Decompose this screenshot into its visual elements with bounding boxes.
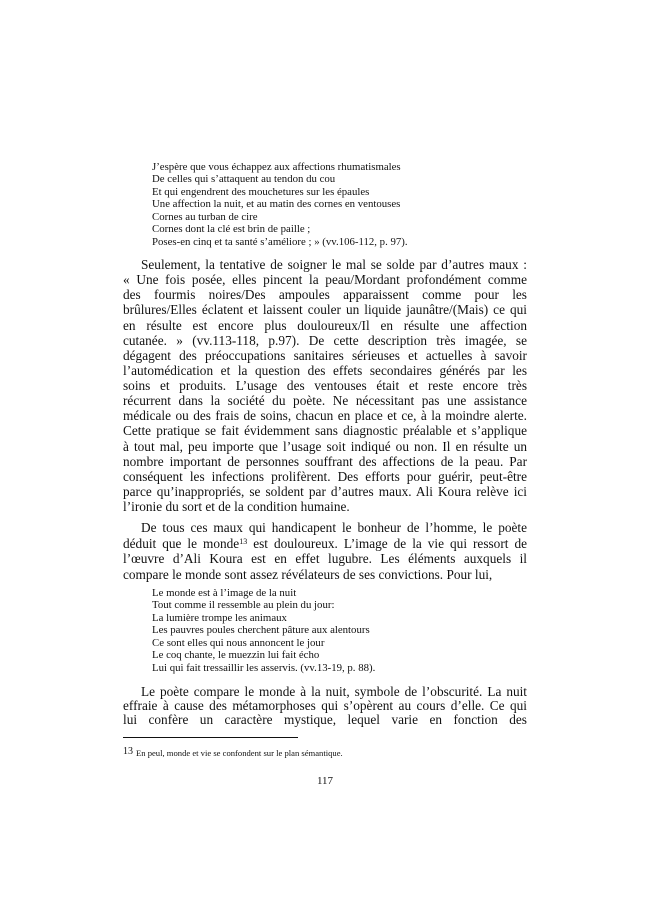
footnote-reference: 13 bbox=[239, 536, 248, 546]
paragraph-1 bbox=[123, 257, 527, 514]
verse-line: Les pauvres poules cherchent pâture aux alentours bbox=[152, 624, 370, 637]
text-line: cutanée. » (vv.113-118, p.97). De cette description très imagée, se bbox=[123, 332, 527, 348]
text-line: De tous ces maux qui handicapent le bonheur de l’homme, le poète bbox=[141, 520, 527, 535]
verse-line: Lui qui fait tressaillir les asservis. (vv.13-19, p. 88). bbox=[152, 661, 376, 674]
footnote-text: En peul, monde et vie se confondent sur le plan sémantique. bbox=[136, 748, 343, 758]
footnote bbox=[123, 746, 343, 758]
verse-line: Tout comme il ressemble au plein du jour: bbox=[152, 599, 335, 612]
text-line: compare le monde sont assez révélateurs de ses convictions. Pour lui, bbox=[123, 566, 493, 582]
verse-line: Le monde est à l’image de la nuit bbox=[152, 587, 297, 599]
paragraph-3 bbox=[123, 685, 527, 727]
verse-line: Une affection la nuit, et au matin des cornes en ventouses bbox=[152, 198, 401, 211]
text-segment: est douloureux. L’image de la vie qui ressort de bbox=[247, 535, 527, 551]
verse-line: Le coq chante, le muezzin lui fait écho bbox=[152, 649, 320, 662]
footnote-number: 13 bbox=[123, 746, 133, 757]
text-line: effraie à cause des métamorphoses qui s’opèrent au cours d’elle. Ce qui bbox=[123, 698, 527, 713]
text-line: parce qu’inappropriés, se soldent par d’autres maux. Ali Koura relève ici bbox=[123, 483, 527, 499]
text-segment: déduit que le monde bbox=[123, 535, 240, 551]
verse-line: Cornes dont la clé est brin de paille ; bbox=[152, 223, 311, 236]
text-line: Seulement, la tentative de soigner le mal se solde par d’autres maux : bbox=[141, 257, 527, 272]
verse-line: Et qui engendrent des mouchetures sur les épaules bbox=[152, 185, 370, 198]
text-line: l’automédication et la question des effets secondaires générés par les bbox=[123, 362, 527, 378]
verse-line: J’espère que vous échappez aux affections rhumatismales bbox=[152, 161, 401, 173]
verse-line: La lumière trompe les animaux bbox=[152, 611, 287, 624]
text-line bbox=[123, 536, 527, 552]
footnote-separator bbox=[123, 737, 298, 738]
text-line: médicale ou des frais de soins, chacun en place et ce, à la moindre alerte. bbox=[123, 408, 527, 424]
text-line: Cette pratique se fait évidemment sans diagnostic préalable et s’applique bbox=[123, 423, 527, 439]
verse-quote-2 bbox=[152, 587, 532, 674]
text-line: dégagent des préoccupations sanitaires sérieuses et actuelles à savoir bbox=[123, 347, 527, 363]
text-line: Le poète compare le monde à la nuit, symbole de l’obscurité. La nuit bbox=[141, 684, 527, 699]
text-line: soins et produits. L’usage des ventouses était et reste encore très bbox=[123, 378, 527, 393]
text-line: lui confère un caractère mystique, lequel varie en fonction des bbox=[123, 712, 527, 727]
verse-line: Poses-en cinq et ta santé s’améliore ; » (vv.106-112, p. 97). bbox=[152, 235, 408, 248]
text-line: en résulte est encore plus douloureux/Il en résulte une affection bbox=[123, 317, 527, 333]
text-line: à tout mal, peu importe que l’usage soit indiqué ou non. Il en résulte un bbox=[123, 438, 527, 454]
paragraph-2 bbox=[123, 520, 527, 582]
text-line: des fourmis noires/Des ampoules apparaissent comme pour les bbox=[123, 287, 527, 303]
text-line: l’ironie du sort et de la condition humaine. bbox=[123, 499, 350, 514]
text-line: récurrent dans la société du poète. Ne nécessitant pas une assistance bbox=[123, 393, 527, 409]
verse-line: Cornes au turban de cire bbox=[152, 210, 258, 223]
verse-line: Ce sont elles qui nous annoncent le jour bbox=[152, 636, 325, 649]
text-line: brûlures/Elles éclatent et laissent couler un liquide jaunâtre/(Mais) ce qui bbox=[123, 302, 527, 318]
verse-line: De celles qui s’attaquent au tendon du cou bbox=[152, 173, 336, 186]
page-number: 117 bbox=[316, 775, 334, 787]
text-line: l’œuvre d’Ali Koura est en effet lugubre. Les éléments auxquels il bbox=[123, 551, 527, 566]
verse-quote-1 bbox=[152, 161, 532, 248]
text-line: « Une fois posée, elles pincent la peau/Mordant profondément comme bbox=[123, 272, 527, 288]
text-line: conséquent les infections prolifèrent. Des efforts pour guérir, peut-être bbox=[123, 468, 527, 484]
text-line: nombre important de personnes souffrant des affections de la peau. Par bbox=[123, 453, 527, 469]
